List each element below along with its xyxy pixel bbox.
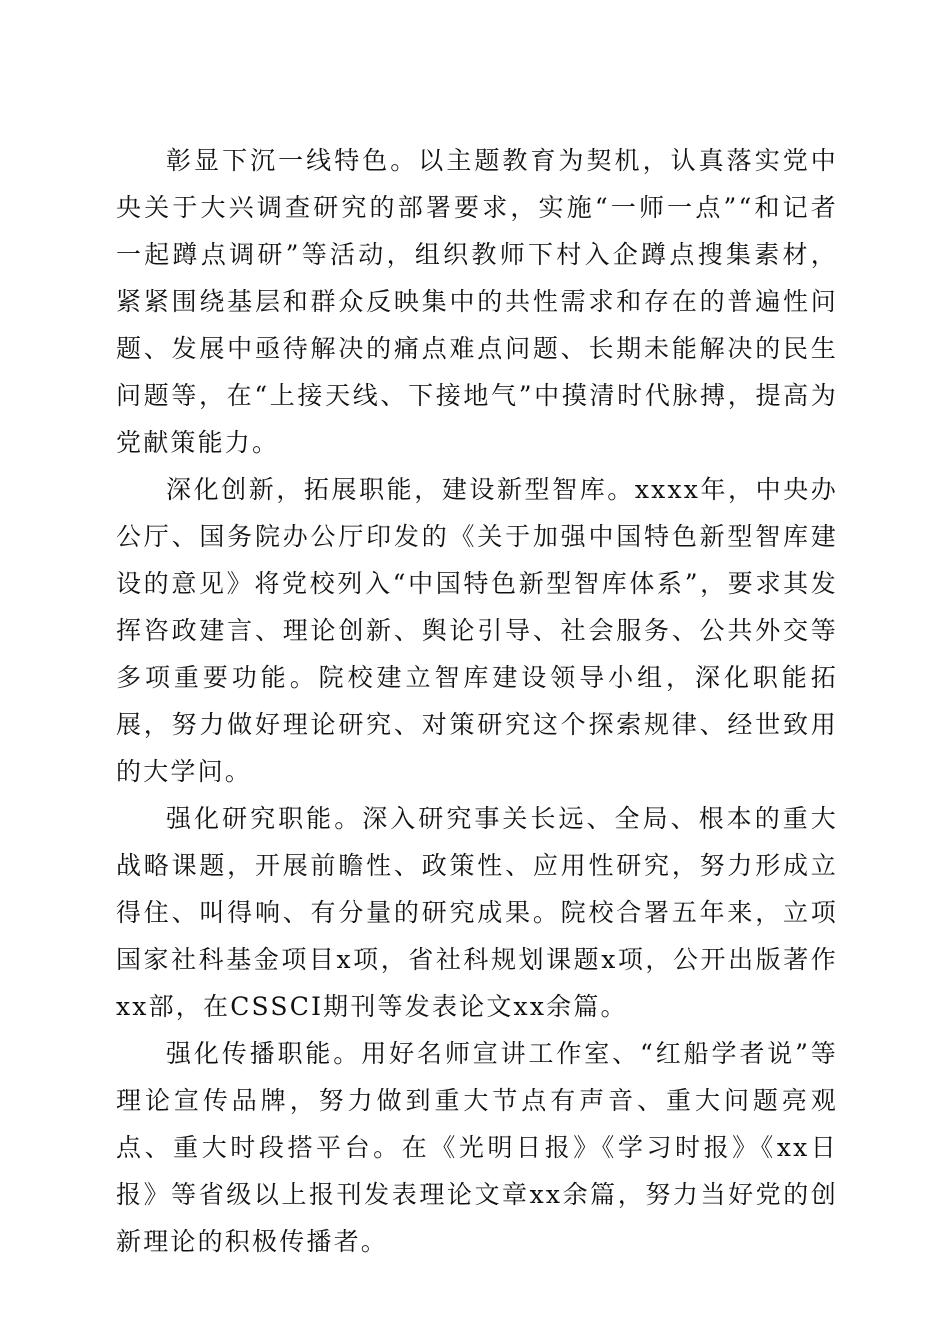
paragraph-1: 彰显下沉一线特色。以主题教育为契机，认真落实党中央关于大兴调查研究的部署要求，实施“一师一点”“和记者一起蹲点调研”等活动，组织教师下村入企蹲点搜集素材，紧紧围绕基层和群众反映集中的共性需求和存在的普遍性问题、发展中亟待解决的痛点难点问题、长期未能解决的民生问题等，在“上接天线、下接地气”中摸清时代脉搏，提高为党献策能力。 bbox=[116, 146, 838, 457]
paragraph-2: 深化创新，拓展职能，建设新型智库。xxxx年，中央办公厅、国务院办公厅印发的《关于加强中国特色新型智库建设的意见》将党校列入“中国特色新型智库体系”，要求其发挥咨政建言、理论创新、舆论引导、社会服务、公共外交等多项重要功能。院校建立智库建设领导小组，深化职能拓展，努力做好理论研究、对策研究这个探索规律、经世致用的大学问。 bbox=[116, 475, 838, 786]
paragraph-3: 强化研究职能。深入研究事关长远、全局、根本的重大战略课题，开展前瞻性、政策性、应用性研究，努力形成立得住、叫得响、有分量的研究成果。院校合署五年来，立项国家社科基金项目x项，省社科规划课题x项，公开出版著作xx部，在CSSCI期刊等发表论文xx余篇。 bbox=[116, 804, 838, 1021]
paragraph-4: 强化传播职能。用好名师宣讲工作室、“红船学者说”等理论宣传品牌，努力做到重大节点有声音、重大问题亮观点、重大时段搭平台。在《光明日报》《学习时报》《xx日报》等省级以上报刊发表理论文章xx余篇，努力当好党的创新理论的积极传播者。 bbox=[116, 1039, 838, 1256]
document-body bbox=[116, 137, 838, 1265]
